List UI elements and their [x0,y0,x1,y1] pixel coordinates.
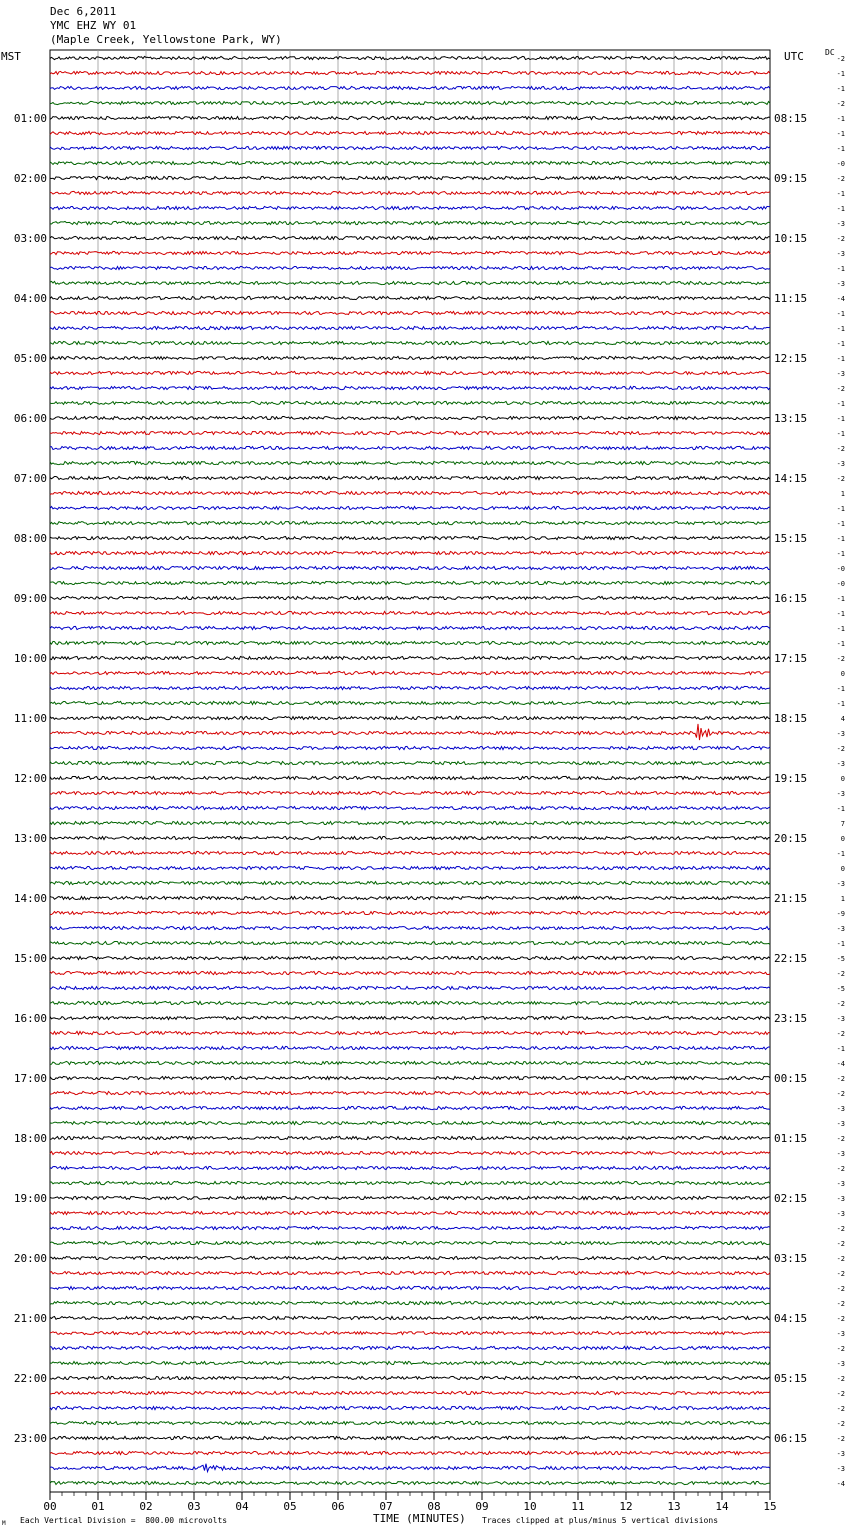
x-axis-title: TIME (MINUTES) [373,1512,466,1525]
right-hour-label: 20:15 [774,832,808,845]
seismic-trace [50,1046,770,1049]
dc-offset-value: -3 [836,1150,845,1158]
seismic-trace [50,1346,770,1349]
seismic-trace [50,626,770,629]
x-tick-label: 10 [523,1500,537,1513]
seismic-trace [50,1271,770,1274]
dc-offset-value: -1 [836,505,845,513]
dc-offset-value: -2 [836,1030,845,1038]
seismic-trace [50,206,770,209]
seismic-trace [50,791,770,794]
right-hour-label: 17:15 [774,652,808,665]
seismic-trace [50,1301,770,1304]
left-hour-label: 02:00 [13,172,47,185]
dc-offset-value: -5 [836,985,845,993]
left-hour-label: 07:00 [13,472,47,485]
left-hour-label: 13:00 [13,832,47,845]
left-hour-label: 23:00 [13,1432,47,1445]
left-hour-label: 17:00 [13,1072,47,1085]
left-hour-label: 08:00 [13,532,47,545]
seismic-trace [50,101,770,104]
dc-offset-header: DC [825,48,835,57]
dc-offset-value: -1 [836,340,845,348]
dc-offset-value: -1 [836,1045,845,1053]
right-hour-label: 12:15 [774,352,808,365]
dc-offset-value: 0 [840,775,845,783]
left-hour-label: 21:00 [13,1312,47,1325]
right-hour-label: 11:15 [774,292,808,305]
dc-offset-value: -3 [836,1330,845,1338]
dc-offset-value: -2 [836,1240,845,1248]
seismic-trace [50,1256,770,1259]
seismic-trace [50,851,770,854]
seismic-trace [50,1451,770,1454]
seismic-trace [50,596,770,599]
footer-mark: M [2,1520,6,1527]
dc-offset-value: -2 [836,1165,845,1173]
dc-offset-value: -1 [836,70,845,78]
dc-offset-value: -3 [836,1105,845,1113]
seismic-trace [50,1464,770,1472]
dc-offset-value: -1 [836,190,845,198]
seismic-trace [50,356,770,359]
seismic-trace [50,371,770,374]
seismic-trace [50,311,770,314]
seismic-trace [50,56,770,59]
dc-offset-value: -4 [836,1060,845,1068]
dc-offset-value: -1 [836,520,845,528]
seismic-trace [50,1031,770,1034]
dc-offset-value: -2 [836,1255,845,1263]
dc-offset-value: -2 [836,1135,845,1143]
seismic-trace [50,761,770,764]
x-tick-label: 00 [43,1500,57,1513]
seismic-trace [50,146,770,149]
x-tick-label: 06 [331,1500,345,1513]
seismic-trace [50,116,770,119]
dc-offset-value: -1 [836,625,845,633]
dc-offset-value: -2 [836,1345,845,1353]
seismic-trace [50,1151,770,1154]
dc-offset-value: -3 [836,1465,845,1473]
dc-offset-value: -2 [836,175,845,183]
seismic-trace [50,1376,770,1379]
seismic-trace [50,701,770,704]
dc-offset-value: -0 [836,580,845,588]
right-hour-label: 09:15 [774,172,808,185]
x-tick-label: 12 [619,1500,633,1513]
dc-offset-value: -0 [836,565,845,573]
station-code: YMC EHZ WY 01 [50,19,137,32]
dc-offset-value: 0 [840,835,845,843]
dc-offset-value: -1 [836,130,845,138]
left-hour-label: 05:00 [13,352,47,365]
dc-offset-value: 1 [840,895,845,903]
seismic-trace [50,746,770,749]
seismic-trace [50,836,770,839]
seismic-trace [50,326,770,329]
x-tick-label: 11 [571,1500,585,1513]
right-hour-label: 01:15 [774,1132,808,1145]
dc-offset-value: -2 [836,100,845,108]
dc-offset-value: -2 [836,1270,845,1278]
seismic-trace [50,806,770,809]
seismic-trace [50,716,770,719]
dc-offset-value: -4 [836,1480,845,1488]
dc-offset-value: -1 [836,355,845,363]
seismic-trace [50,1436,770,1439]
seismic-trace [50,161,770,164]
dc-offset-value: -3 [836,280,845,288]
seismic-trace [50,866,770,869]
x-tick-label: 02 [139,1500,153,1513]
dc-offset-value: -3 [836,1195,845,1203]
seismic-trace [50,1331,770,1334]
seismic-trace [50,581,770,584]
seismic-trace [50,296,770,299]
clipping-note: Traces clipped at plus/minus 5 vertical divisions [482,1516,719,1525]
left-hour-label: 19:00 [13,1192,47,1205]
dc-offset-value: -1 [836,85,845,93]
seismic-trace [50,971,770,974]
seismic-trace [50,491,770,494]
seismic-trace [50,1076,770,1079]
x-tick-label: 09 [475,1500,489,1513]
dc-offset-value: -2 [836,1405,845,1413]
seismic-trace [50,446,770,449]
seismic-trace [50,1361,770,1364]
dc-offset-value: -3 [836,880,845,888]
dc-offset-value: -2 [836,475,845,483]
dc-offset-value: 0 [840,670,845,678]
dc-offset-value: -1 [836,145,845,153]
right-hour-label: 14:15 [774,472,808,485]
dc-offset-value: -1 [836,700,845,708]
seismic-trace [50,686,770,689]
left-hour-label: 01:00 [13,112,47,125]
seismic-trace [50,1166,770,1169]
dc-offset-value: -1 [836,850,845,858]
x-tick-label: 15 [763,1500,777,1513]
right-hour-label: 06:15 [774,1432,808,1445]
seismic-trace [50,416,770,419]
dc-offset-value: -1 [836,940,845,948]
dc-offset-value: -3 [836,1120,845,1128]
seismic-trace [50,656,770,659]
left-hour-label: 18:00 [13,1132,47,1145]
dc-offset-value: -1 [836,415,845,423]
seismic-trace [50,1016,770,1019]
left-hour-label: 10:00 [13,652,47,665]
left-timezone-label: MST [1,50,21,63]
left-hour-label: 16:00 [13,1012,47,1025]
dc-offset-value: -3 [836,220,845,228]
dc-offset-value: -2 [836,385,845,393]
seismic-trace [50,341,770,344]
x-tick-label: 13 [667,1500,681,1513]
right-hour-label: 15:15 [774,532,808,545]
seismic-trace [50,551,770,554]
right-hour-label: 08:15 [774,112,808,125]
dc-offset-value: -2 [836,655,845,663]
dc-offset-value: -2 [836,1075,845,1083]
dc-offset-value: 0 [840,865,845,873]
seismic-trace [50,1061,770,1064]
x-tick-label: 04 [235,1500,249,1513]
dc-offset-value: -2 [836,1375,845,1383]
seismic-trace [50,1481,770,1484]
dc-offset-value: -1 [836,805,845,813]
seismic-trace [50,251,770,254]
dc-offset-value: -2 [836,1090,845,1098]
seismic-trace [50,896,770,899]
x-tick-label: 08 [427,1500,441,1513]
seismic-trace [50,911,770,914]
seismic-trace [50,1211,770,1214]
dc-offset-value: -3 [836,460,845,468]
dc-offset-value: -1 [836,205,845,213]
dc-offset-value: -2 [836,55,845,63]
right-hour-label: 22:15 [774,952,808,965]
dc-offset-value: -2 [836,1285,845,1293]
vertical-scale-note: Each Vertical Division = 800.00 microvolts [20,1516,228,1525]
seismic-trace [50,1196,770,1199]
right-hour-label: 19:15 [774,772,808,785]
seismic-trace [50,1421,770,1424]
left-hour-label: 09:00 [13,592,47,605]
seismic-trace [50,1091,770,1094]
seismic-trace [50,236,770,239]
dc-offset-value: -2 [836,1420,845,1428]
seismic-trace [50,131,770,134]
right-hour-label: 05:15 [774,1372,808,1385]
dc-offset-value: -1 [836,310,845,318]
dc-offset-value: -3 [836,1015,845,1023]
right-hour-label: 04:15 [774,1312,808,1325]
left-hour-label: 20:00 [13,1252,47,1265]
dc-offset-value: -2 [836,445,845,453]
seismic-trace [50,986,770,989]
seismic-trace [50,1391,770,1394]
seismic-trace [50,956,770,959]
left-hour-label: 22:00 [13,1372,47,1385]
right-hour-label: 10:15 [774,232,808,245]
seismic-trace [50,566,770,569]
x-tick-label: 05 [283,1500,297,1513]
seismic-trace [50,941,770,944]
right-timezone-label: UTC [784,50,804,63]
seismic-trace [50,461,770,464]
dc-offset-value: -3 [836,1210,845,1218]
seismic-trace [50,1316,770,1319]
dc-offset-value: -3 [836,760,845,768]
dc-offset-value: 7 [840,820,845,828]
dc-offset-value: -1 [836,535,845,543]
dc-offset-value: -4 [836,295,845,303]
right-hour-label: 13:15 [774,412,808,425]
dc-offset-value: 4 [840,715,845,723]
dc-offset-value: -3 [836,790,845,798]
right-hour-label: 21:15 [774,892,808,905]
dc-offset-value: -1 [836,115,845,123]
seismic-trace [50,1181,770,1184]
dc-offset-value: 1 [840,490,845,498]
right-hour-label: 23:15 [774,1012,808,1025]
dc-offset-value: -2 [836,1000,845,1008]
seismic-trace [50,881,770,884]
dc-offset-value: -2 [836,1315,845,1323]
left-hour-label: 15:00 [13,952,47,965]
dc-offset-value: -1 [836,265,845,273]
seismic-trace [50,1001,770,1004]
seismic-trace [50,536,770,539]
seismic-trace [50,71,770,74]
dc-offset-value: -1 [836,640,845,648]
seismic-trace [50,611,770,614]
seismic-trace [50,221,770,224]
seismic-trace [50,1286,770,1289]
seismic-trace [50,476,770,479]
dc-offset-value: -1 [836,685,845,693]
left-hour-label: 04:00 [13,292,47,305]
seismic-trace [50,1106,770,1109]
seismic-trace [50,821,770,824]
seismic-trace [50,431,770,434]
record-date: Dec 6,2011 [50,5,117,18]
dc-offset-value: -2 [836,745,845,753]
left-hour-label: 03:00 [13,232,47,245]
left-hour-label: 12:00 [13,772,47,785]
dc-offset-value: -1 [836,550,845,558]
right-hour-label: 00:15 [774,1072,808,1085]
x-tick-label: 14 [715,1500,729,1513]
dc-offset-value: -2 [836,1225,845,1233]
x-tick-label: 07 [379,1500,393,1513]
dc-offset-value: -5 [836,955,845,963]
dc-offset-value: -0 [836,160,845,168]
right-hour-label: 16:15 [774,592,808,605]
left-hour-label: 11:00 [13,712,47,725]
dc-offset-value: -1 [836,430,845,438]
seismic-trace [50,281,770,284]
dc-offset-value: -3 [836,730,845,738]
dc-offset-value: -3 [836,370,845,378]
seismic-trace [50,521,770,524]
seismic-trace [50,1121,770,1124]
dc-offset-value: -1 [836,325,845,333]
left-hour-label: 06:00 [13,412,47,425]
dc-offset-value: -9 [836,910,845,918]
dc-offset-value: -2 [836,1300,845,1308]
seismic-trace [50,926,770,929]
seismic-trace [50,506,770,509]
seismic-trace [50,1136,770,1139]
seismic-trace [50,641,770,644]
dc-offset-value: -2 [836,1435,845,1443]
seismic-trace [50,1226,770,1229]
seismic-trace [50,386,770,389]
dc-offset-value: -3 [836,250,845,258]
seismic-trace [50,1406,770,1409]
seismic-trace [50,776,770,779]
dc-offset-value: -2 [836,970,845,978]
dc-offset-value: -1 [836,595,845,603]
seismic-trace [50,724,770,740]
seismic-trace [50,401,770,404]
left-hour-label: 14:00 [13,892,47,905]
station-location: (Maple Creek, Yellowstone Park, WY) [50,33,282,46]
dc-offset-value: -3 [836,1360,845,1368]
seismic-trace [50,671,770,674]
dc-offset-value: -1 [836,610,845,618]
seismic-trace [50,176,770,179]
seismic-trace [50,86,770,89]
right-hour-label: 02:15 [774,1192,808,1205]
dc-offset-value: -3 [836,1180,845,1188]
x-tick-label: 01 [91,1500,105,1513]
right-hour-label: 03:15 [774,1252,808,1265]
dc-offset-value: -1 [836,400,845,408]
x-tick-label: 03 [187,1500,201,1513]
seismic-trace [50,266,770,269]
dc-offset-value: -3 [836,1450,845,1458]
dc-offset-value: -2 [836,235,845,243]
dc-offset-value: -2 [836,1390,845,1398]
seismic-trace [50,1241,770,1244]
seismic-trace [50,191,770,194]
right-hour-label: 18:15 [774,712,808,725]
dc-offset-value: -3 [836,925,845,933]
